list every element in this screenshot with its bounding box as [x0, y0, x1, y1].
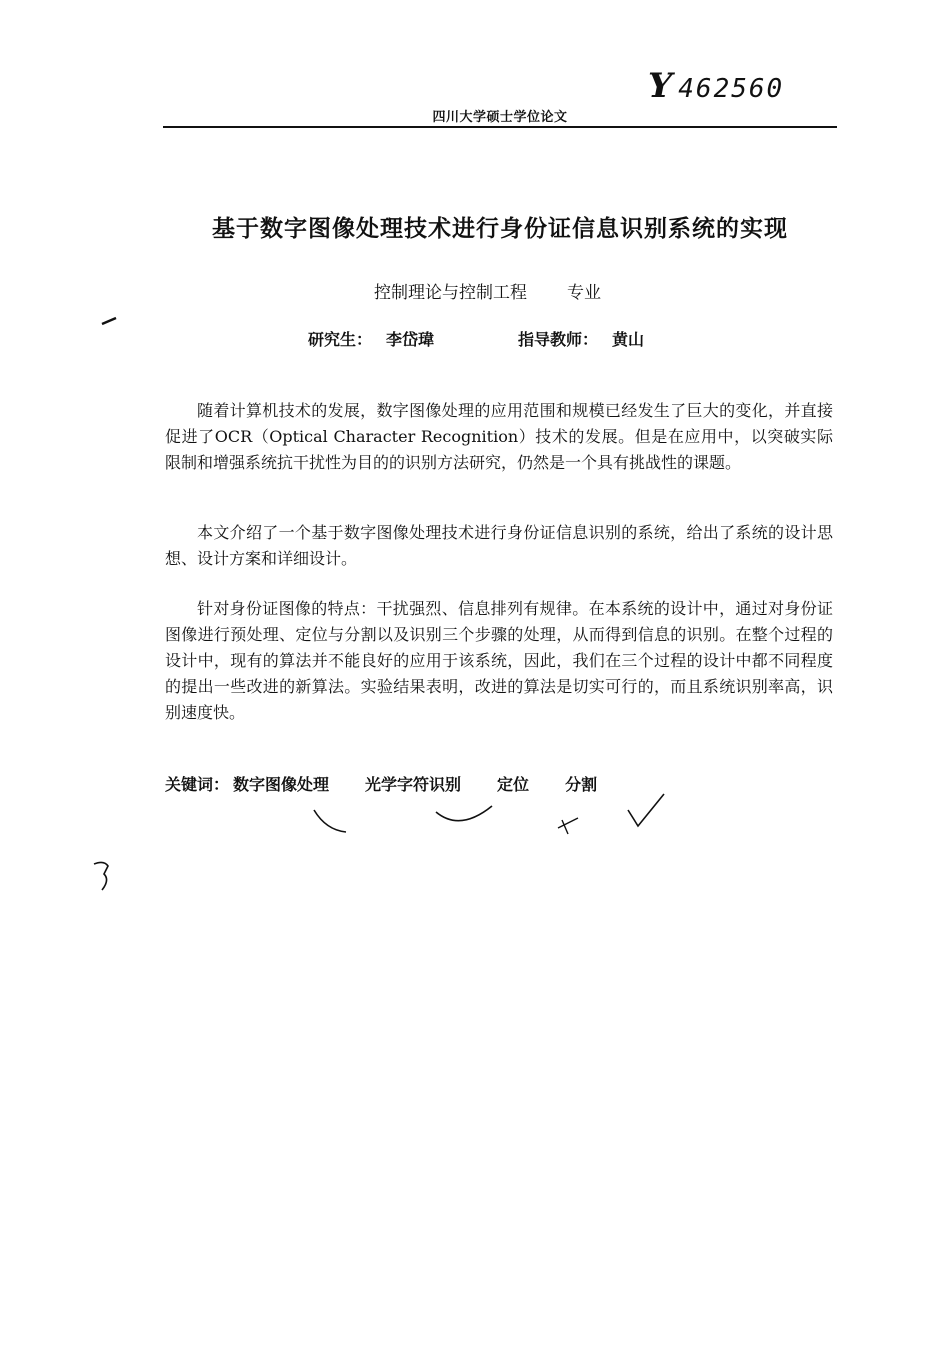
- stray-handwritten-digit: [88, 858, 118, 898]
- handwritten-stroke: [436, 806, 492, 821]
- keyword-item: 光学字符识别: [365, 775, 462, 794]
- keywords-label: 关键词：: [165, 775, 230, 794]
- keyword-item: 分割: [565, 775, 598, 794]
- abstract-paragraph-1: 随着计算机技术的发展，数字图像处理的应用范围和规模已经发生了巨大的变化，并直接促进了OCR（Optical Character Recognition）技术的发展。但是在应用中，以突破实际限制和增强系统抗干扰性为目的的识别方法研究，仍然是一个具有挑战性的课题。: [165, 401, 833, 472]
- stamp-number: 462560: [678, 74, 785, 104]
- paper-title: 基于数字图像处理技术进行身份证信息识别系统的实现: [212, 215, 788, 242]
- handwritten-marks: [300, 790, 680, 850]
- stray-pen-mark: [100, 314, 120, 328]
- author-line: [308, 327, 644, 350]
- running-head: 四川大学硕士学位论文: [432, 110, 568, 125]
- handwritten-stroke: [558, 818, 578, 834]
- keyword-item: 定位: [497, 775, 530, 794]
- student-name: 李岱瑋: [386, 330, 435, 349]
- abstract-paragraph-3: 针对身份证图像的特点：干扰强烈、信息排列有规律。在本系统的设计中，通过对身份证图像进行预处理、定位与分割以及识别三个步骤的处理，从而得到信息的识别。在整个过程的设计中，现有的算法并不能良好的应用于该系统，因此，我们在三个过程的设计中都不同程度的提出一些改进的新算法。实验结果表明，改进的算法是切实可行的，而且系统识别率高，识别速度快。: [165, 599, 833, 722]
- major-suffix: 专业: [567, 283, 601, 303]
- major-line: [374, 278, 601, 303]
- advisor-name: 黄山: [612, 330, 645, 349]
- major-name: 控制理论与控制工程: [374, 283, 527, 303]
- advisor-label: 指导教师：: [518, 330, 599, 349]
- abstract-paragraph-2: 本文介绍了一个基于数字图像处理技术进行身份证信息识别的系统，给出了系统的设计思想、设计方案和详细设计。: [165, 523, 833, 568]
- header-rule: [163, 126, 837, 128]
- handwritten-stroke: [628, 794, 664, 826]
- handwritten-stroke: [314, 810, 346, 832]
- keyword-item: 数字图像处理: [233, 775, 330, 794]
- student-label: 研究生：: [308, 330, 373, 349]
- stamp-mark: Y: [648, 66, 675, 106]
- library-stamp: [648, 66, 784, 106]
